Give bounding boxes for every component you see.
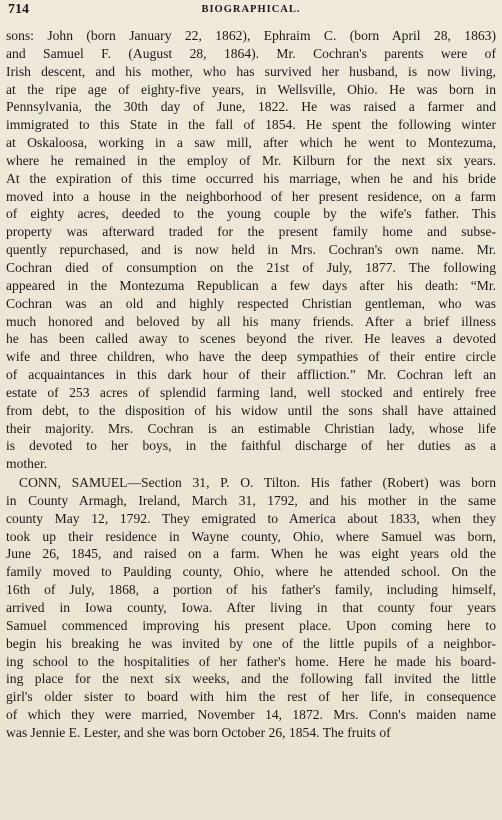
text-line: of eighty acres, deeded to the young couple by the wife's father. This: [6, 206, 496, 222]
text-line: quently repurchased, and is now held in Mrs. Cochran's own name. Mr.: [6, 242, 496, 258]
text-line: June 26, 1845, and raised on a farm. When he was eight years old the: [6, 546, 496, 562]
text-line: family moved to Paulding county, Ohio, where he attended school. On the: [6, 564, 496, 580]
text-line: immigrated to this State in the fall of 1854. He spent the following winter: [6, 117, 496, 133]
text-line: mother.: [6, 456, 48, 472]
page-number: 714: [8, 2, 29, 17]
text-line: ing place for the next six weeks, and the following fall invited the little: [6, 671, 496, 687]
paragraph: [6, 27, 496, 473]
text-line: was Jennie E. Lester, and she was born October 26, 1854. The fruits of: [6, 724, 391, 740]
body-text: [6, 27, 496, 742]
text-line: At the expiration of this time occurred his marriage, when he and his bride: [6, 170, 496, 186]
text-line: begin his breaking he was invited by one of the little pupils of a neighbor-: [6, 635, 496, 651]
text-line: moved into a house in the neighborhood of her present residence, on a farm: [6, 188, 496, 204]
text-line: at Oskaloosa, working in a saw mill, after which he went to Montezuma,: [6, 135, 496, 151]
text-line: arrived in Iowa county, Iowa. After living in that county four years: [6, 600, 496, 615]
paragraph: [6, 474, 496, 742]
text-line: their majority. Mrs. Cochran is an estimable Christian lady, whose life: [6, 420, 496, 436]
text-line: in County Armagh, Ireland, March 31, 1792, and his mother in the same: [6, 492, 496, 508]
text-line: is devoted to her boys, in the faithful discharge of her duties as a: [6, 438, 496, 454]
text-line: ing school to the hospitalities of her father's home. Here he made his board-: [6, 653, 496, 669]
text-line: girl's older sister to board with him the rest of her life, in consequence: [6, 689, 496, 705]
text-line: estate of 253 acres of splendid farming land, well stocked and entirely free: [6, 384, 496, 400]
running-title: BIOGRAPHICAL.: [201, 4, 301, 15]
text-line: from debt, to the disposition of his widow until the sons shall have attained: [6, 402, 496, 418]
text-line: appeared in the Montezuma Republican a few days after his death: “Mr.: [6, 277, 496, 293]
text-line: property was afterward traded for the present family home and subse-: [6, 224, 496, 240]
text-line: where he remained in the employ of Mr. Kilburn for the next six years.: [6, 152, 496, 168]
text-line: sons: John (born January 22, 1862), Ephraim C. (born April 28, 1863): [6, 28, 496, 43]
text-line: Pennsylvania, the 30th day of June, 1822. He was raised a farmer and: [6, 99, 496, 115]
text-line: took up their residence in Wayne county, Ohio, where Samuel was born,: [6, 528, 496, 544]
text-line: Irish descent, and his mother, who has survived her husband, is now living,: [6, 63, 496, 79]
text-line: and Samuel F. (August 28, 1864). Mr. Cochran's parents were of: [6, 45, 496, 61]
text-line: of acquaintances in this dark hour of their affliction.” Mr. Cochran left an: [6, 367, 496, 383]
text-line: 16th of July, 1868, a portion of his father's family, including himself,: [6, 582, 496, 598]
text-line: of which they were married, November 14, 1872. Mrs. Conn's maiden name: [6, 707, 496, 723]
text-line: wife and three children, who have the deep sympathies of their entire circle: [6, 349, 496, 365]
text-line: at the ripe age of eighty-five years, in Wellsville, Ohio. He was born in: [6, 81, 496, 97]
running-head: [6, 0, 496, 20]
text-line: Samuel commenced improving his present place. Upon coming here to: [6, 617, 496, 633]
text-line: county May 12, 1792. They emigrated to America about 1833, when they: [6, 510, 496, 526]
text-line: Cochran was an old and highly respected Christian gentleman, who was: [6, 295, 496, 311]
text-line: he has been called away to scenes beyond the river. He leaves a devoted: [6, 331, 496, 347]
text-line: much honored and beloved by all his many friends. After a brief illness: [6, 313, 496, 329]
text-line: Cochran died of consumption on the 21st of July, 1877. The following: [6, 259, 496, 275]
text-line: CONN, SAMUEL—Section 31, P. O. Tilton. His father (Robert) was born: [19, 475, 496, 491]
